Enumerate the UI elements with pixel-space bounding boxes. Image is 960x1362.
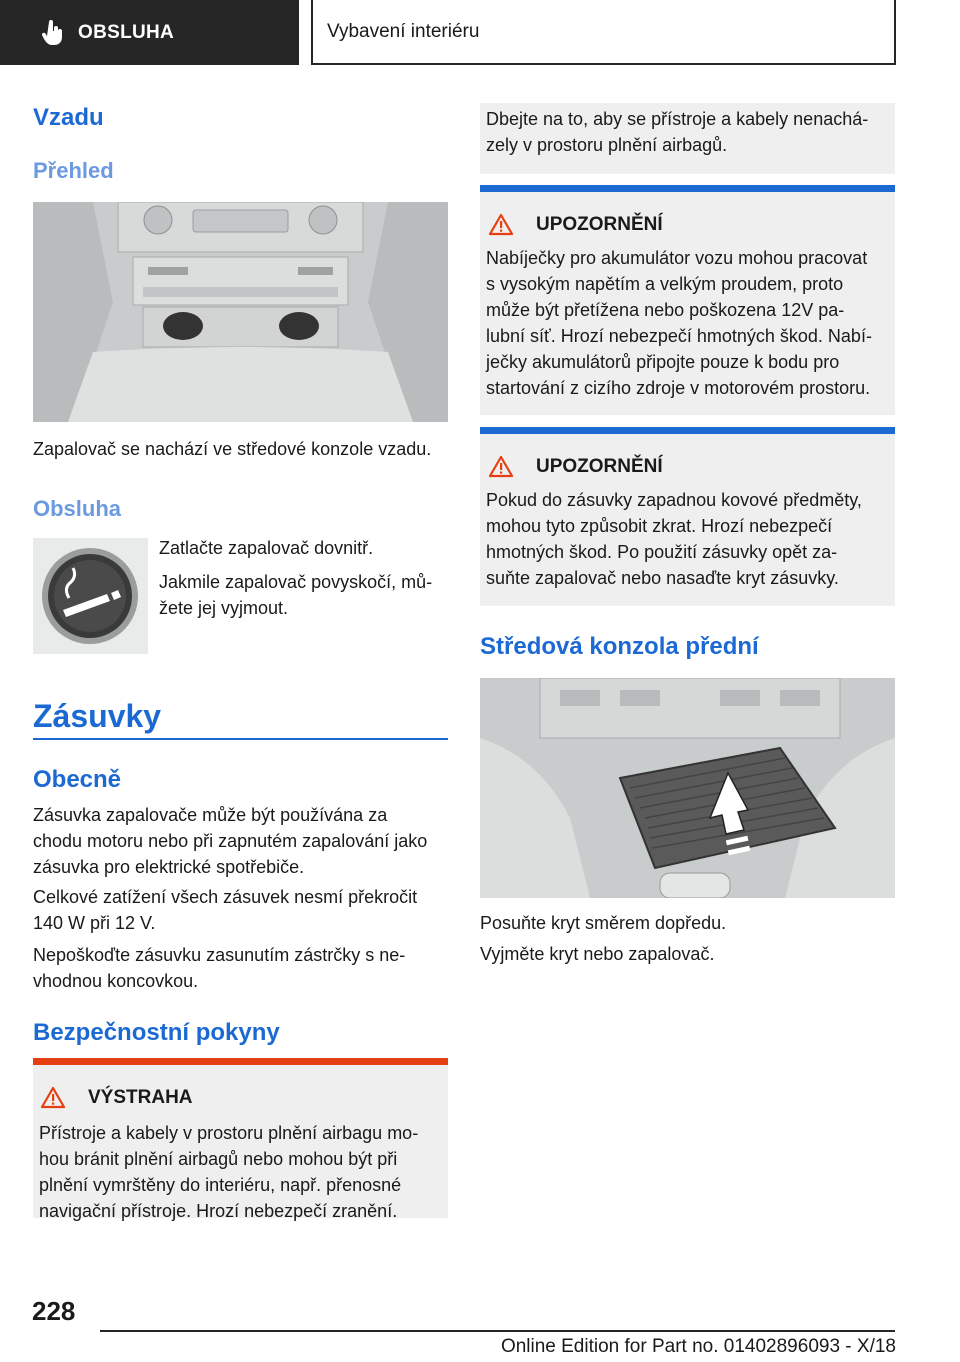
hand-pointer-icon (42, 20, 64, 46)
notice2-line: Pokud do zásuvky zapadnou kovové předměty, (486, 490, 862, 510)
rear-console-image (33, 202, 448, 422)
overview-caption: Zapalovač se nachází ve středové konzole vzadu. (33, 439, 432, 459)
warning-line: navigační přístroje. Hrozí nebezpečí zranění. (39, 1201, 398, 1221)
notice2-title-label: UPOZORNĚNÍ (536, 455, 663, 477)
general-para3-line: vhodnou koncovkou. (33, 971, 199, 991)
sockets-rule (33, 738, 448, 740)
notice1-title-label: UPOZORNĚNÍ (536, 213, 663, 235)
warning-continued-line: Dbejte na to, aby se přístroje a kabely nenachá‐ (486, 109, 869, 129)
cigarette-lighter-icon (33, 538, 148, 654)
warning-continued-line: zely v prostoru plnění airbagů. (486, 135, 728, 155)
general-para1 (33, 802, 463, 880)
heading-operation: Obsluha (33, 496, 122, 521)
notice1-line: Nabíječky pro akumulátor vozu mohou pracovat (486, 248, 868, 268)
general-para2-line: Celkové zatížení všech zásuvek nesmí překročit (33, 887, 418, 907)
footer-rule (100, 1330, 895, 1332)
notice2-text (486, 487, 896, 591)
front-step1: Posuňte kryt směrem dopředu. (480, 913, 727, 933)
page-number: 228 (32, 1296, 76, 1326)
notice-triangle-icon (488, 213, 514, 236)
heading-general: Obecně (33, 766, 122, 793)
heading-safety: Bezpečnostní pokyny (33, 1019, 280, 1046)
notice2-line: hmotných škod. Po použití zásuvky opět za‐ (486, 542, 838, 562)
warning-line: Přístroje a kabely v prostoru plnění airbagu mo‐ (39, 1123, 419, 1143)
warning-title (40, 1086, 193, 1109)
header-chapter-label: Vybavení interiéru (327, 20, 480, 42)
general-para3-line: Nepoškoďte zásuvku zasunutím zástrčky s ne‐ (33, 945, 406, 965)
notice1-bar (480, 185, 895, 192)
notice1-line: ječky akumulátorů připojte pouze k bodu pro (486, 352, 840, 372)
front-console-illustration (480, 678, 895, 898)
general-para2-line: 140 W při 12 V. (33, 913, 156, 933)
front-step2: Vyjměte kryt nebo zapalovač. (480, 944, 715, 964)
lighter-button-image (33, 538, 148, 654)
warning-title-label: VÝSTRAHA (88, 1086, 193, 1108)
header-chapter-tab (311, 0, 896, 65)
warning-line: hou bránit plnění airbagů nebo mohou být při (39, 1149, 398, 1169)
heading-overview: Přehled (33, 158, 114, 183)
front-console-image (480, 678, 895, 898)
notice2-line: suňte zapalovač nebo nasaďte kryt zásuvky. (486, 568, 839, 588)
notice1-line: startování z cizího zdroje v motorovém prostoru. (486, 378, 871, 398)
rear-console-illustration (33, 202, 448, 422)
general-para1-line: Zásuvka zapalovače může být používána za (33, 805, 388, 825)
notice-triangle-icon (488, 455, 514, 478)
heading-rear: Vzadu (33, 104, 104, 131)
footer-edition: Online Edition for Part no. 01402896093 - X/18 (500, 1336, 896, 1357)
header-section-tab (0, 0, 299, 65)
operation-step1: Zatlačte zapalovač dovnitř. (159, 538, 374, 558)
header-section-label: OBSLUHA (78, 21, 175, 43)
heading-front-console: Středová konzola přední (480, 633, 759, 660)
warning-line: plnění vymrštěny do interiéru, např. přenosné (39, 1175, 402, 1195)
warning-continued-text (486, 106, 891, 158)
general-para3 (33, 942, 463, 994)
warning-text (39, 1120, 444, 1224)
heading-sockets: Zásuvky (33, 698, 162, 734)
general-para1-line: chodu motoru nebo při zapnutém zapalování jako (33, 831, 428, 851)
notice1-text (486, 245, 896, 401)
notice2-line: mohou tyto způsobit zkrat. Hrozí nebezpečí (486, 516, 833, 536)
operation-step2-line1: Jakmile zapalovač povyskočí, mů‐ (159, 572, 433, 592)
notice2-title (488, 455, 663, 478)
notice1-line: lubní síť. Hrozí nebezpečí hmotných škod. Nabí‐ (486, 326, 872, 346)
notice1-line: může být přetížena nebo poškozena 12V pa‐ (486, 300, 845, 320)
warning-triangle-icon (40, 1086, 66, 1109)
notice1-title (488, 213, 663, 236)
general-para2 (33, 884, 463, 936)
notice1-line: s vysokým napětím a velkým proudem, proto (486, 274, 844, 294)
notice2-bar (480, 427, 895, 434)
operation-step2-line2: žete jej vyjmout. (159, 598, 289, 618)
general-para1-line: zásuvka pro elektrické spotřebiče. (33, 857, 305, 877)
warning-bar (33, 1058, 448, 1065)
